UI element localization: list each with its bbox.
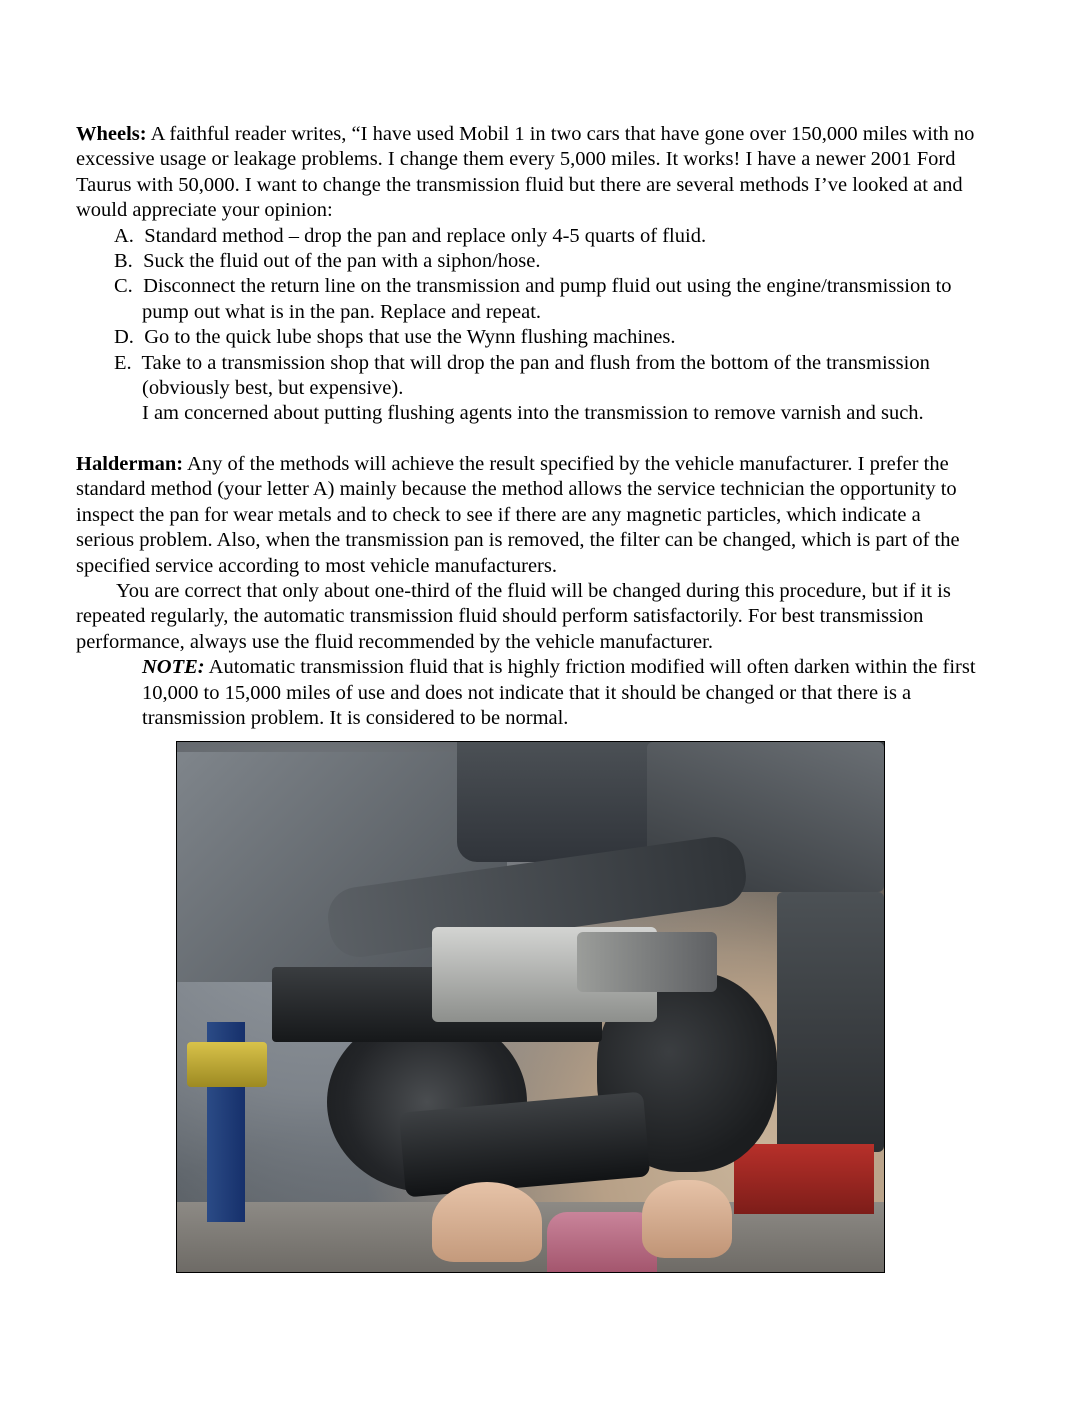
list-item (76, 274, 976, 325)
list-item-marker: C. (114, 275, 133, 298)
photo-hand (432, 1182, 542, 1262)
list-item-text: Take to a transmission shop that will drop the pan and flush from the bottom of the transmission (obviously best, but expensive). (141, 351, 930, 400)
transmission-pan-photo (176, 741, 885, 1273)
list-item-text: Standard method – drop the pan and replace only 4-5 quarts of fluid. (144, 224, 707, 247)
photo-yellow-equipment (187, 1042, 267, 1087)
list-item-marker: E. (114, 351, 132, 374)
note-text: Automatic transmission fluid that is highly friction modified will often darken within the first 10,000 to 15,000 miles of use and does not indicate that it should be changed or that there is a transmission problem. It is considered to be normal. (142, 656, 976, 729)
answer-text-1: Any of the methods will achieve the result specified by the vehicle manufacturer. I prefer the standard method (your letter A) mainly because the method allows the service technician the opportunity to inspect the pan for wear metals and to check to see if there are any magnetic particles, which indicate a serious problem. Also, when the transmission pan is removed, the filter can be changed, which is part of the specified service according to most vehicle manufacturers. (76, 452, 960, 577)
list-item (76, 224, 976, 249)
photo-shape (457, 742, 667, 862)
letter-sender-label: Wheels: (76, 123, 147, 145)
answer-paragraph-2: You are correct that only about one-third of the fluid will be changed during this procedure, but if it is repeated regularly, the automatic transmission fluid should perform satisfactorily. For best transmission performance, always use the fluid recommended by the vehicle manufacturer. (76, 579, 951, 653)
methods-list (76, 224, 976, 402)
list-item (76, 249, 976, 274)
document-body (76, 122, 976, 731)
note-block (76, 655, 976, 731)
photo-red-toolbox (734, 1144, 874, 1214)
paragraph-spacer (76, 427, 976, 452)
note-label: NOTE: (142, 656, 205, 679)
photo-shape (777, 892, 884, 1152)
photo-shape (577, 932, 717, 992)
photo-hand (642, 1180, 732, 1258)
answer-author-label: Halderman: (76, 452, 184, 475)
letter-intro-text: A faithful reader writes, “I have used Mobil 1 in two cars that have gone over 150,000 miles with no excessive usage or leakage problems. I change them every 5,000 miles. It works! I have a newer 2001 Ford Taurus with 50,000. I want to change the transmission fluid but there are several methods I’ve looked at and would appreciate your opinion: (76, 123, 975, 222)
photo-technician-shirt (547, 1212, 657, 1272)
list-item-marker: D. (114, 326, 134, 349)
list-item-text: Suck the fluid out of the pan with a siphon/hose. (143, 250, 541, 273)
list-item-marker: A. (114, 224, 134, 247)
list-item-text: Go to the quick lube shops that use the Wynn flushing machines. (144, 326, 676, 349)
list-item-marker: B. (114, 250, 133, 273)
list-item (76, 351, 976, 402)
list-item (76, 325, 976, 350)
answer-paragraph-1 (76, 452, 976, 579)
photo-image (177, 742, 884, 1272)
list-item-text: Disconnect the return line on the transmission and pump fluid out using the engine/transmission to pump out what is in the pan. Replace and repeat. (142, 275, 952, 323)
letter-paragraph (76, 122, 976, 224)
letter-closing: I am concerned about putting flushing agents into the transmission to remove varnish and such. (142, 402, 924, 425)
